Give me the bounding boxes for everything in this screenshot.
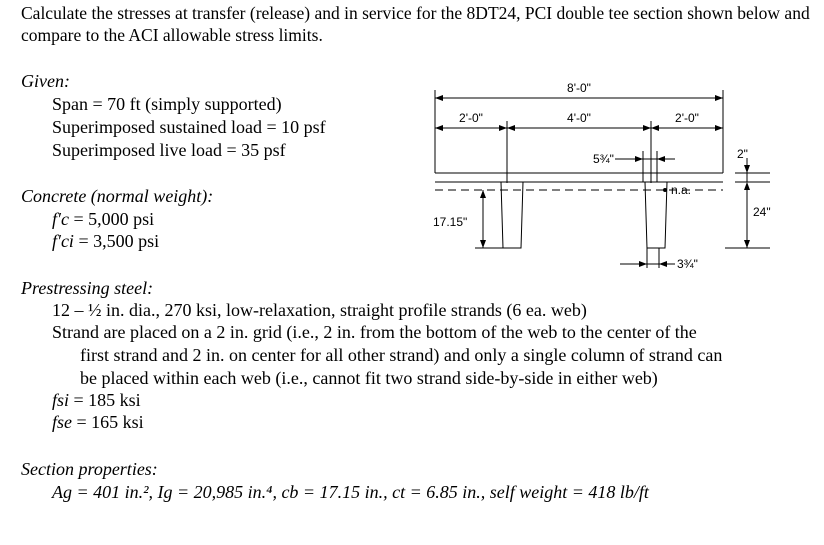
dim-label-mid: 4'-0" bbox=[567, 111, 591, 125]
steel-line-4: be placed within each web (i.e., cannot fit two strand side-by-side in either web) bbox=[80, 368, 658, 388]
problem-statement: Calculate the stresses at transfer (release) and in service for the 8DT24, PCI double tee section shown below and compare to the ACI allowable stress limits. bbox=[21, 3, 810, 45]
dim-label-left: 2'-0" bbox=[459, 111, 483, 125]
fse-value: = 165 ksi bbox=[76, 412, 144, 432]
fse-label: fse bbox=[52, 412, 72, 432]
fci-label: f′ci bbox=[52, 231, 74, 251]
dim-label-8ft: 8'-0" bbox=[567, 81, 591, 95]
web-left bbox=[501, 182, 523, 248]
fci-line bbox=[52, 231, 159, 252]
dim-label-flange: 2" bbox=[737, 147, 748, 161]
section-heading: Section properties: bbox=[21, 459, 158, 479]
steel-line-3: first strand and 2 in. on center for all other strand) and only a single column of strand can bbox=[80, 345, 723, 365]
steel-line-2: Strand are placed on a 2 in. grid (i.e., 2 in. from the bottom of the web to the center of the bbox=[52, 322, 697, 342]
fci-value: = 3,500 psi bbox=[78, 231, 160, 251]
given-sustained-load: Superimposed sustained load = 10 psf bbox=[52, 117, 326, 137]
fc-label: f′c bbox=[52, 209, 69, 229]
fsi-value: = 185 ksi bbox=[73, 390, 141, 410]
dim-label-web-bot: 3¾" bbox=[677, 257, 698, 271]
na-label: n.a. bbox=[671, 183, 692, 197]
web-right bbox=[645, 182, 667, 248]
steel-line-1: 12 – ½ in. dia., 270 ksi, low-relaxation, straight profile strands (6 ea. web) bbox=[52, 300, 587, 320]
steel-heading: Prestressing steel: bbox=[21, 278, 154, 298]
fc-line bbox=[52, 209, 154, 230]
double-tee-diagram bbox=[425, 78, 820, 278]
fsi-label: fsi bbox=[52, 390, 70, 410]
fsi-line bbox=[52, 390, 141, 411]
dim-label-web-top: 5¾" bbox=[593, 152, 614, 166]
concrete-heading: Concrete (normal weight): bbox=[21, 186, 214, 206]
dim-label-cb: 17.15" bbox=[433, 215, 468, 229]
fc-value: = 5,000 psi bbox=[73, 209, 155, 229]
fse-line bbox=[52, 412, 144, 433]
section-formula: Ag = 401 in.², Ig = 20,985 in.⁴, cb = 17.15 in., ct = 6.85 in., self weight = 418 lb/ft bbox=[52, 482, 649, 502]
dim-label-right: 2'-0" bbox=[675, 111, 699, 125]
given-live-load: Superimposed live load = 35 psf bbox=[52, 140, 286, 160]
dim-label-depth: 24" bbox=[753, 205, 771, 219]
given-heading: Given: bbox=[21, 71, 70, 91]
given-span: Span = 70 ft (simply supported) bbox=[52, 94, 282, 114]
